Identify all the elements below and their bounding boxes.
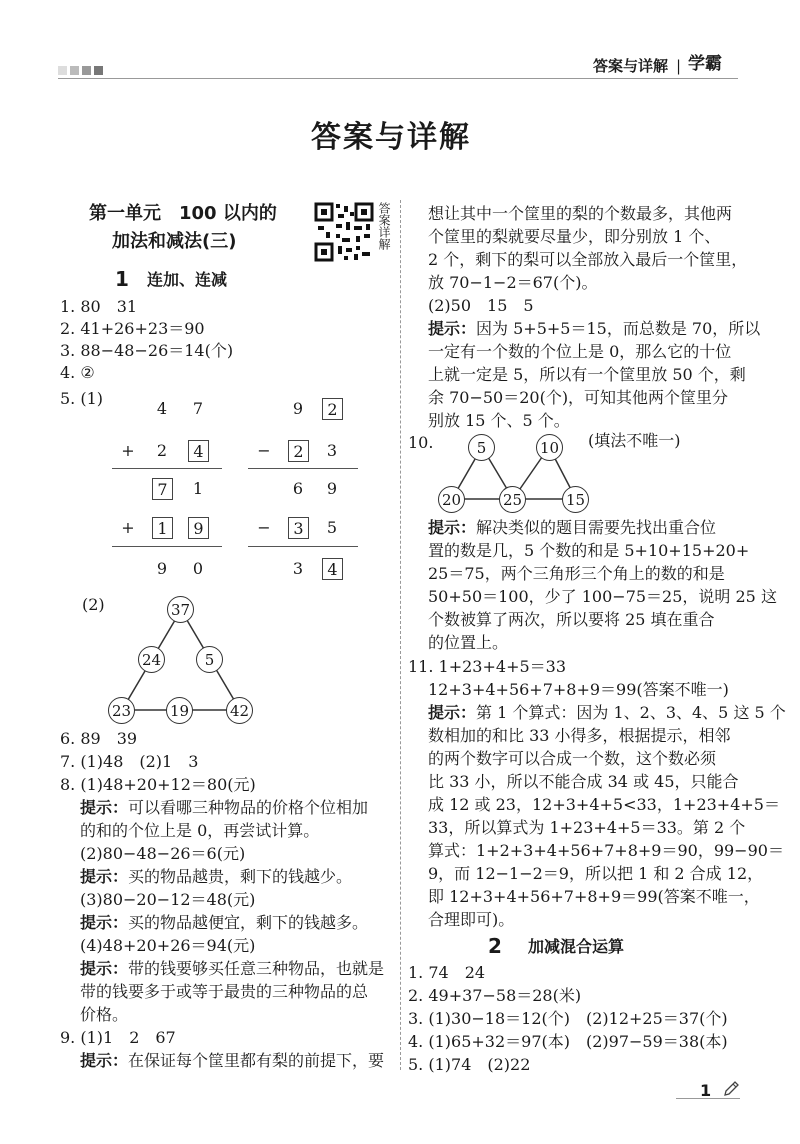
section1-title: 连加、连减 (147, 270, 228, 289)
hint-8-3: 提示：买的物品越便宜，剩下的钱越多。 (80, 913, 369, 932)
triangle-node-bottom-left: 23 (108, 697, 135, 724)
triangle-node-mid-right: 5 (196, 646, 223, 673)
section2-answer-3: 3. (1)30−18＝12(个) (2)12+25＝37(个) (408, 1009, 728, 1028)
right-line-1: 想让其中一个筐里的梨的个数最多，其他两 (428, 204, 733, 223)
right-line-9: 余 70−50＝20(个)，可知其他两个筐里分 (428, 388, 729, 407)
triangle-node-top: 37 (167, 596, 194, 623)
hint-10-f: 的位置上。 (428, 633, 509, 652)
hint-10: 提示：解决类似的题目需要先找出重合位 (428, 518, 717, 537)
right-line-3: 2 个，剩下的梨可以全部放入最后一个筐里， (428, 250, 748, 269)
hint-11-e: 成 12 或 23，12+3+4+5<33，1+23+4+5＝ (428, 795, 780, 814)
hint-8-4: 提示：带的钱要够买任意三种物品，也就是 (80, 959, 385, 978)
page-title: 答案与详解 (311, 120, 471, 155)
answer-8-1: 8. (1)48+20+12＝80(元) (60, 775, 256, 794)
triangle-node-mid-left: 24 (138, 646, 165, 673)
answer-10-note: (填法不唯一) (588, 431, 681, 450)
right-line-8: 上就一定是 5，所以有一个筐里放 50 个，剩 (428, 365, 746, 384)
header-title: 答案与详解 (593, 57, 669, 75)
hint-9-2: 提示：因为 5+5+5＝15，而总数是 70，所以 (428, 319, 761, 338)
section2-title: 加减混合运算 (528, 937, 625, 956)
hint-10-b: 置的数是几，5 个数的和是 5+10+15+20+ (428, 541, 750, 560)
right-line-4: 放 70−1−2＝67(个)。 (428, 273, 598, 292)
node-top-left: 5 (468, 434, 495, 461)
hint-11-d: 比 33 小，所以不能合成 34 或 45，只能合 (428, 772, 739, 791)
answer-11-a: 11. 1+23+4+5＝33 (408, 657, 567, 676)
hint-10-c: 25＝75，两个三角形三个角上的数的和是 (428, 564, 725, 583)
node-bottom-left: 20 (438, 486, 465, 513)
hint-8-1-cont: 的和的个位上是 0，再尝试计算。 (80, 821, 320, 840)
answer-9-1: 9. (1)1 2 67 (60, 1028, 176, 1047)
hint-9: 提示：在保证每个筐里都有梨的前提下，要 (80, 1051, 385, 1070)
answer-1: 1. 80 31 (60, 297, 138, 316)
unit-title-line1: 第一单元 100 以内的 (89, 203, 277, 224)
answer-4: 4. ② (60, 363, 95, 382)
answer-5-label: 5. (1) (60, 389, 104, 408)
hint-10-d: 50+50＝100，少了 100−75＝25，说明 25 这 (428, 587, 777, 606)
answer-8-2: (2)80−48−26＝6(元) (80, 844, 246, 863)
header-separator: | (676, 57, 682, 75)
header-brand-logo: 学霸 (688, 54, 722, 74)
answer-10-label: 10. (408, 433, 434, 452)
answer-8-3: (3)80−20−12＝48(元) (80, 890, 256, 909)
answer-7: 7. (1)48 (2)1 3 (60, 752, 199, 771)
hint-8-4-cont2: 价格。 (80, 1005, 129, 1024)
section1-number: 1 (115, 267, 129, 291)
section2-answer-2: 2. 49+37−58＝28(米) (408, 986, 582, 1005)
right-line-7: 一定有一个数的个位上是 0，那么它的十位 (428, 342, 732, 361)
node-bottom-right: 15 (562, 486, 589, 513)
node-top-right: 10 (536, 434, 563, 461)
page-number: 1 (700, 1081, 712, 1100)
answer-9-2: (2)50 15 5 (428, 296, 534, 315)
qr-caption: 答案详解 (377, 202, 391, 250)
answer-11-b: 12+3+4+56+7+8+9＝99(答案不唯一) (428, 680, 729, 699)
answer-3: 3. 88−48−26＝14(个) (60, 341, 234, 360)
hint-11-b: 数相加的和比 33 小得多，根据提示，相邻 (428, 726, 731, 745)
answer-2: 2. 41+26+23＝90 (60, 319, 205, 338)
hint-8-1: 提示：可以看哪三种物品的价格个位相加 (80, 798, 369, 817)
right-line-10: 别放 15 个、5 个。 (428, 411, 570, 430)
answer-6: 6. 89 39 (60, 729, 138, 748)
hint-11-i: 即 12+3+4+56+7+8+9＝99(答案不唯一， (428, 887, 760, 906)
unit-title-line2: 加法和减法(三) (112, 231, 237, 252)
pencil-icon (722, 1080, 740, 1098)
section2-answer-5: 5. (1)74 (2)22 (408, 1055, 531, 1074)
hint-11-j: 合理即可)。 (428, 910, 515, 929)
hint-11-g: 算式：1+2+3+4+56+7+8+9＝90，99−90＝ (428, 841, 784, 860)
node-bottom-mid: 25 (499, 486, 526, 513)
right-line-2: 个筐里的梨就要尽量少，即分别放 1 个、 (428, 227, 721, 246)
hint-11-f: 33，所以算式为 1+23+4+5＝33。第 2 个 (428, 818, 746, 837)
hint-11: 提示：第 1 个算式：因为 1、2、3、4、5 这 5 个 (428, 703, 786, 722)
hint-8-2: 提示：买的物品越贵，剩下的钱越少。 (80, 867, 353, 886)
answer-8-4: (4)48+20+26＝94(元) (80, 936, 256, 955)
hint-8-4-cont1: 带的钱要多于或等于最贵的三种物品的总 (80, 982, 369, 1001)
section2-number: 2 (488, 934, 502, 958)
section2-answer-4: 4. (1)65+32＝97(本) (2)97−59＝38(本) (408, 1032, 728, 1051)
hint-11-c: 的两个数字可以合成一个数，这个数必须 (428, 749, 717, 768)
answer-5-part2-label: (2) (82, 595, 105, 614)
triangle-node-bottom-mid: 19 (166, 697, 193, 724)
triangle-node-bottom-right: 42 (226, 697, 253, 724)
section2-answer-1: 1. 74 24 (408, 963, 486, 982)
hint-11-h: 9，而 12−1−2＝9，所以把 1 和 2 合成 12， (428, 864, 764, 883)
hint-10-e: 个数被算了两次，所以要将 25 填在重合 (428, 610, 715, 629)
